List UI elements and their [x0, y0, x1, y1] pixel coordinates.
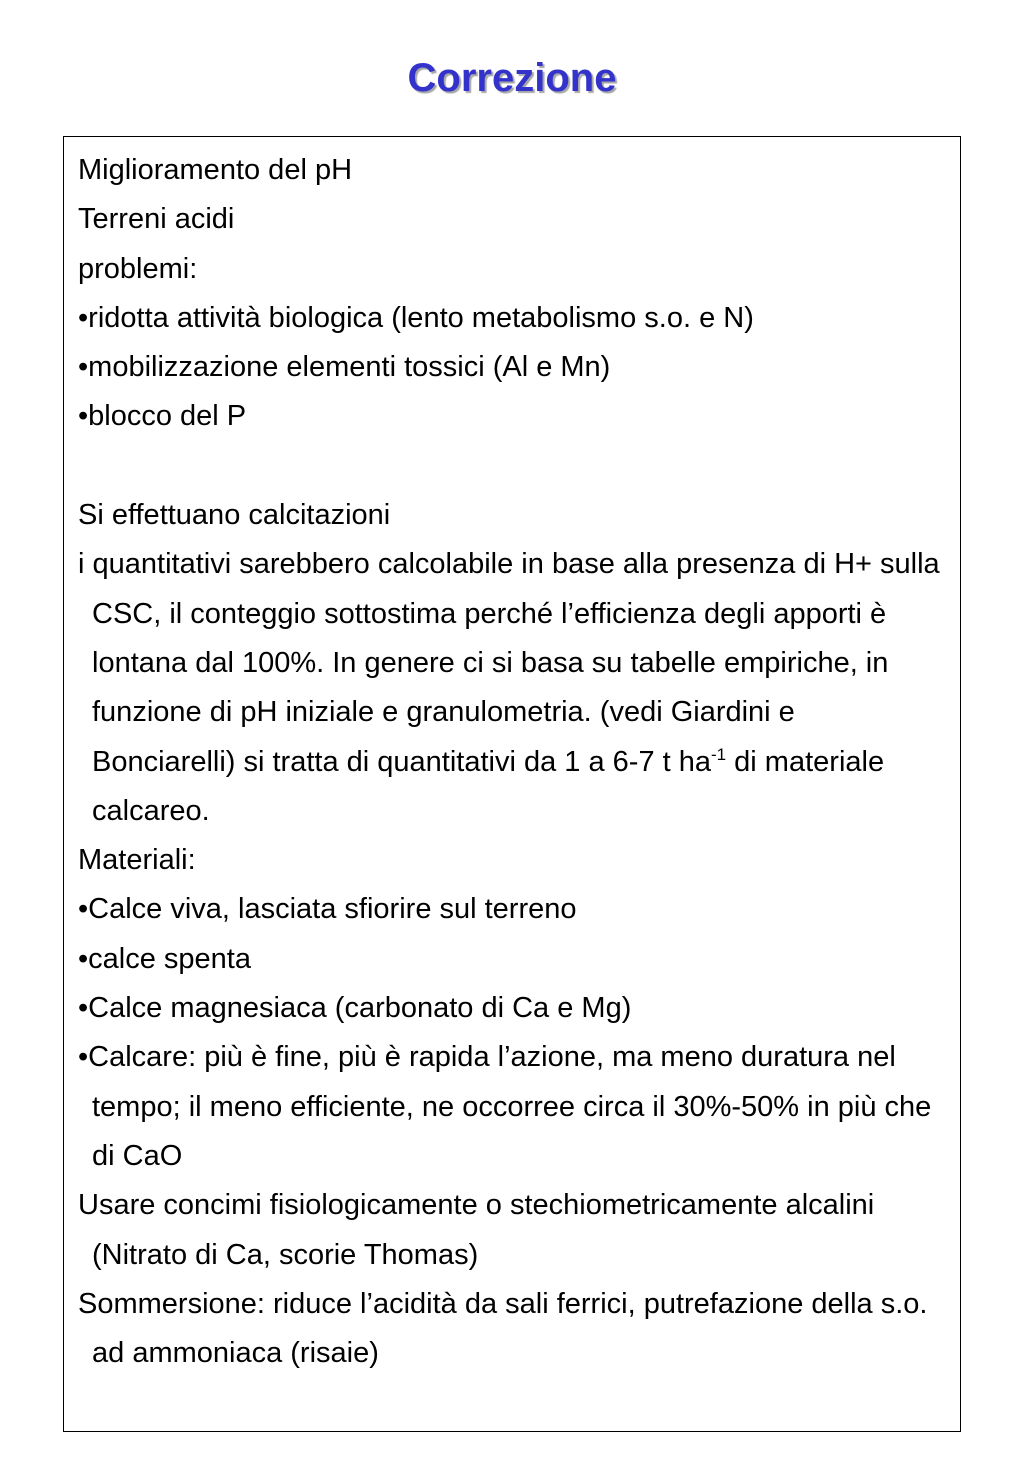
bullet-text: Calcare: più è fine, più è rapida l’azione, ma meno duratura nel tempo; il meno efficiente, ne occorree circa il 30%-50% in più che di CaO [88, 1041, 932, 1172]
bullet-text: Calce viva, lasciata sfiorire sul terreno [88, 893, 577, 926]
blank-line [78, 442, 944, 491]
bullet-item [78, 885, 944, 934]
text-line: Miglioramento del pH [78, 154, 353, 186]
bullet-item [78, 1033, 944, 1181]
bullet-text: mobilizzazione elementi tossici (Al e Mn) [88, 351, 611, 384]
page-title: Correzione [407, 56, 617, 100]
bullet-text: calce spenta [88, 942, 251, 975]
bullet-item [78, 984, 944, 1033]
paragraph: Sommersione: riduce l’acidità da sali ferrici, putrefazione della s.o. ad ammoniaca (risaie) [78, 1287, 928, 1370]
superscript: -1 [711, 744, 727, 764]
text-line: Si effettuano calcitazioni [78, 499, 391, 532]
paragraph-text: i quantitativi sarebbero calcolabile in base alla presenza di H+ sulla CSC, il conteggio sottostima perché l’efficienza degli apporti è lontana dal 100%. In genere ci si basa su tabelle empiriche, in funzione di pH iniziale e granulometria. (vedi Giardini e Bonciarelli) si tratta di quantitativi da 1 a 6-7 t ha [78, 548, 940, 778]
bullet-item [78, 392, 944, 441]
text-line: problemi: [78, 252, 198, 285]
bullet-item [78, 343, 944, 392]
text-line: Terreni acidi [78, 203, 235, 236]
paragraph-text-end: di materiale calcareo. [92, 745, 885, 827]
content-box [63, 136, 961, 1432]
bullet-text: ridotta attività biologica (lento metabolismo s.o. e N) [88, 301, 754, 334]
content-text [78, 146, 944, 1378]
bullet-item [78, 294, 944, 343]
text-line: Materiali: [78, 844, 196, 877]
bullet-text: Calce magnesiaca (carbonato di Ca e Mg) [88, 992, 632, 1025]
paragraph: Usare concimi fisiologicamente o stechiometricamente alcalini (Nitrato di Ca, scorie Thomas) [78, 1189, 875, 1271]
bullet-text: blocco del P [88, 400, 247, 433]
bullet-item [78, 935, 944, 984]
paragraph [78, 540, 944, 836]
